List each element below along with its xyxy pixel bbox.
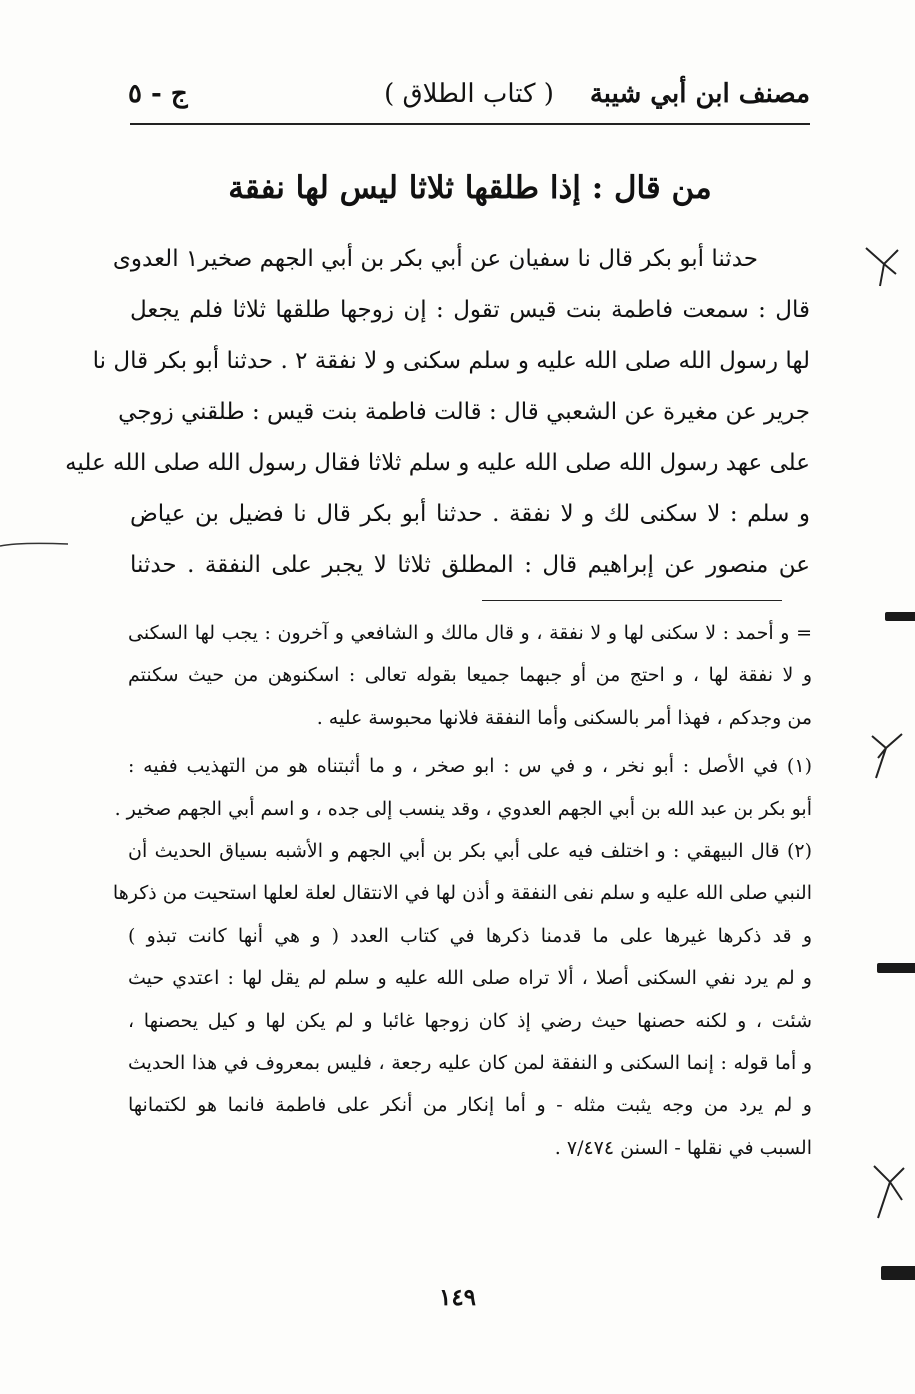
footnote-line: = و أحمد : لا سكنى لها و لا نفقة ، و قال مالك و الشافعي و آخرون : يجب لها السكنى	[128, 622, 812, 644]
binding-edge-mark	[885, 612, 915, 621]
margin-mark-icon	[870, 1160, 910, 1224]
margin-mark-icon	[862, 244, 902, 290]
footnote-line: (١) في الأصل : أبو نخر ، و في س : ابو صخر ، و ما أثبتناه هو من التهذيب ففيه :	[128, 755, 812, 778]
footnote-line: السبب في نقلها - السنن ٧/٤٧٤ .	[554, 1136, 812, 1159]
page-number: ١٤٩	[438, 1284, 477, 1311]
footnotes	[112, 612, 812, 1169]
main-text-line: قال : سمعت فاطمة بنت قيس تقول : إن زوجها طلقها ثلاثا فلم يجعل	[130, 297, 810, 323]
book-title: مصنف ابن أبي شيبة	[589, 79, 810, 109]
running-header	[128, 74, 810, 114]
binding-edge-mark	[881, 1266, 915, 1280]
main-text	[65, 234, 810, 591]
margin-mark-icon	[0, 538, 70, 552]
footnote-divider	[482, 600, 782, 601]
footnote-line: شئت ، و لكنه حصنها حيث رضي إذ كان زوجها غائبا و لم يكن لها و كيل يحصنها ،	[128, 1009, 812, 1032]
footnote-line: و لا نفقة لها ، و احتج من أو جبهما جميعا بقوله تعالى : اسكنوهن من حيث سكنتم	[128, 664, 812, 687]
footnote-line: و أما قوله : إنما السكنى و النفقة لمن كان عليه رجعة ، فليس بمعروف في هذا الحديث	[128, 1051, 812, 1074]
footnote-line: و لم يرد من وجه يثبت مثله - و أما إنكار من أنكر على فاطمة فانما هو لكتمانها	[128, 1094, 812, 1117]
margin-mark-icon	[866, 730, 906, 782]
main-text-line: على عهد رسول الله صلى الله عليه و سلم ثلاثا فقال رسول الله صلى الله عليه	[65, 450, 810, 476]
footnote-line: و قد ذكرها غيرها على ما قدمنا ذكرها في كتاب العدد ( و هي أنها كانت تبذو )	[128, 924, 812, 947]
footnote-line: النبي صلى الله عليه و سلم نفى النفقة و أذن لها في الانتقال لعلة لعلها استحيت من ذكرها	[112, 882, 812, 905]
footnote-line: من وجدكم ، فهذا أمر بالسكنى وأما النفقة فلانها محبوسة عليه .	[316, 706, 812, 729]
main-text-line: حدثنا أبو بكر قال نا سفيان عن أبي بكر بن أبي الجهم صخير١ العدوى	[112, 246, 758, 272]
volume-number: ج - ٥	[128, 79, 188, 109]
section-title: ( كتاب الطلاق )	[384, 79, 554, 109]
chapter-title: من قال : إذا طلقها ثلاثا ليس لها نفقة	[228, 170, 712, 206]
main-text-line: لها رسول الله صلى الله عليه و سلم سكنى و لا نفقة ٢ . حدثنا أبو بكر قال نا	[92, 348, 810, 374]
header-divider	[130, 123, 810, 125]
main-text-line: عن منصور عن إبراهيم قال : المطلق ثلاثا لا يجبر على النفقة . حدثنا	[130, 552, 810, 578]
main-text-line: جرير عن مغيرة عن الشعبي قال : قالت فاطمة بنت قيس : طلقني زوجي	[118, 399, 810, 425]
footnote-line: أبو بكر بن عبد الله بن أبي الجهم العدوي ، وقد ينسب إلى جده ، و اسم أبي الجهم صخير .	[114, 797, 812, 820]
main-text-line: و سلم : لا سكنى لك و لا نفقة . حدثنا أبو بكر قال نا فضيل بن عياض	[130, 501, 810, 527]
footnote-line: و لم يرد نفي السكنى أصلا ، ألا تراه صلى الله عليه و سلم لم يقل لها : اعتدي حيث	[128, 967, 812, 990]
binding-edge-mark	[877, 963, 915, 973]
footnote-line: (٢) قال البيهقي : و اختلف فيه على أبي بكر بن أبي الجهم و الأشبه بسياق الحديث أن	[128, 839, 812, 862]
